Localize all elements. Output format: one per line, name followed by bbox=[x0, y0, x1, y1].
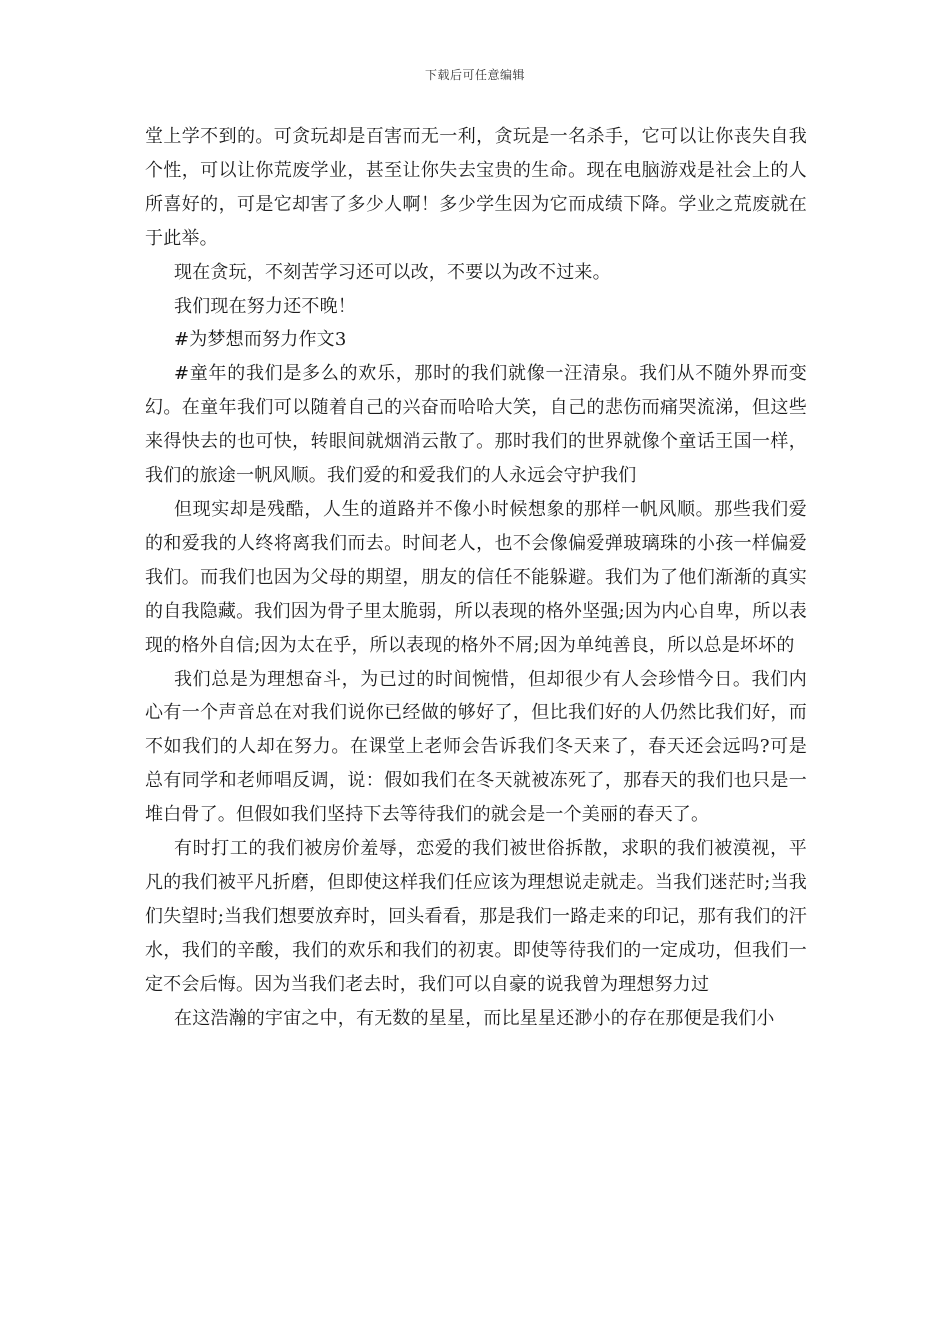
page-header: 下载后可任意编辑 bbox=[424, 68, 525, 82]
paragraph-continued: 堂上学不到的。可贪玩却是百害而无一利，贪玩是一名杀手，它可以让你丧失自我个性，可以让你荒废学业，甚至让你失去宝贵的生命。现在电脑游戏是社会上的人所喜好的，可是它却害了多少人啊！多少学生因为它而成绩下降。学业之荒废就在于此举。 bbox=[145, 126, 807, 249]
section-heading: #为梦想而努力作文3 bbox=[174, 329, 347, 351]
paragraph: 现在贪玩，不刻苦学习还可以改，不要以为改不过来。 bbox=[174, 261, 611, 283]
document-body bbox=[145, 120, 807, 1035]
paragraph: 我们总是为理想奋斗，为已过的时间惋惜，但却很少有人会珍惜今日。我们内心有一个声音总在对我们说你已经做的够好了，但比我们好的人仍然比我们好，而不如我们的人却在努力。在课堂上老师会告诉我们冬天来了，春天还会远吗?可是总有同学和老师唱反调，说：假如我们在冬天就被冻死了，那春天的我们也只是一堆白骨了。但假如我们坚持下去等待我们的就会是一个美丽的春天了。 bbox=[145, 668, 807, 826]
paragraph: #童年的我们是多么的欢乐，那时的我们就像一汪清泉。我们从不随外界而变幻。在童年我们可以随着自己的兴奋而哈哈大笑，自己的悲伤而痛哭流涕，但这些来得快去的也可快，转眼间就烟消云散了。那时我们的世界就像个童话王国一样，我们的旅途一帆风顺。我们爱的和爱我们的人永远会守护我们 bbox=[145, 363, 807, 487]
paragraph: 但现实却是残酷，人生的道路并不像小时候想象的那样一帆风顺。那些我们爱的和爱我的人终将离我们而去。时间老人，也不会像偏爱弹玻璃珠的小孩一样偏爱我们。而我们也因为父母的期望，朋友的信任不能躲避。我们为了他们渐渐的真实的自我隐藏。我们因为骨子里太脆弱，所以表现的格外坚强;因为内心自卑，所以表现的格外自信;因为太在乎，所以表现的格外不屑;因为单纯善良，所以总是坏坏的 bbox=[145, 498, 807, 656]
paragraph: 在这浩瀚的宇宙之中，有无数的星星，而比星星还渺小的存在那便是我们小 bbox=[174, 1007, 775, 1029]
paragraph: 我们现在努力还不晚！ bbox=[174, 295, 356, 317]
paragraph: 有时打工的我们被房价羞辱，恋爱的我们被世俗拆散，求职的我们被漠视，平凡的我们被平凡折磨，但即使这样我们任应该为理想说走就走。当我们迷茫时;当我们失望时;当我们想要放弃时，回头看看，那是我们一路走来的印记，那有我们的汗水，我们的辛酸，我们的欢乐和我们的初衷。即使等待我们的一定成功，但我们一定不会后悔。因为当我们老去时，我们可以自豪的说我曾为理想努力过 bbox=[145, 838, 807, 995]
